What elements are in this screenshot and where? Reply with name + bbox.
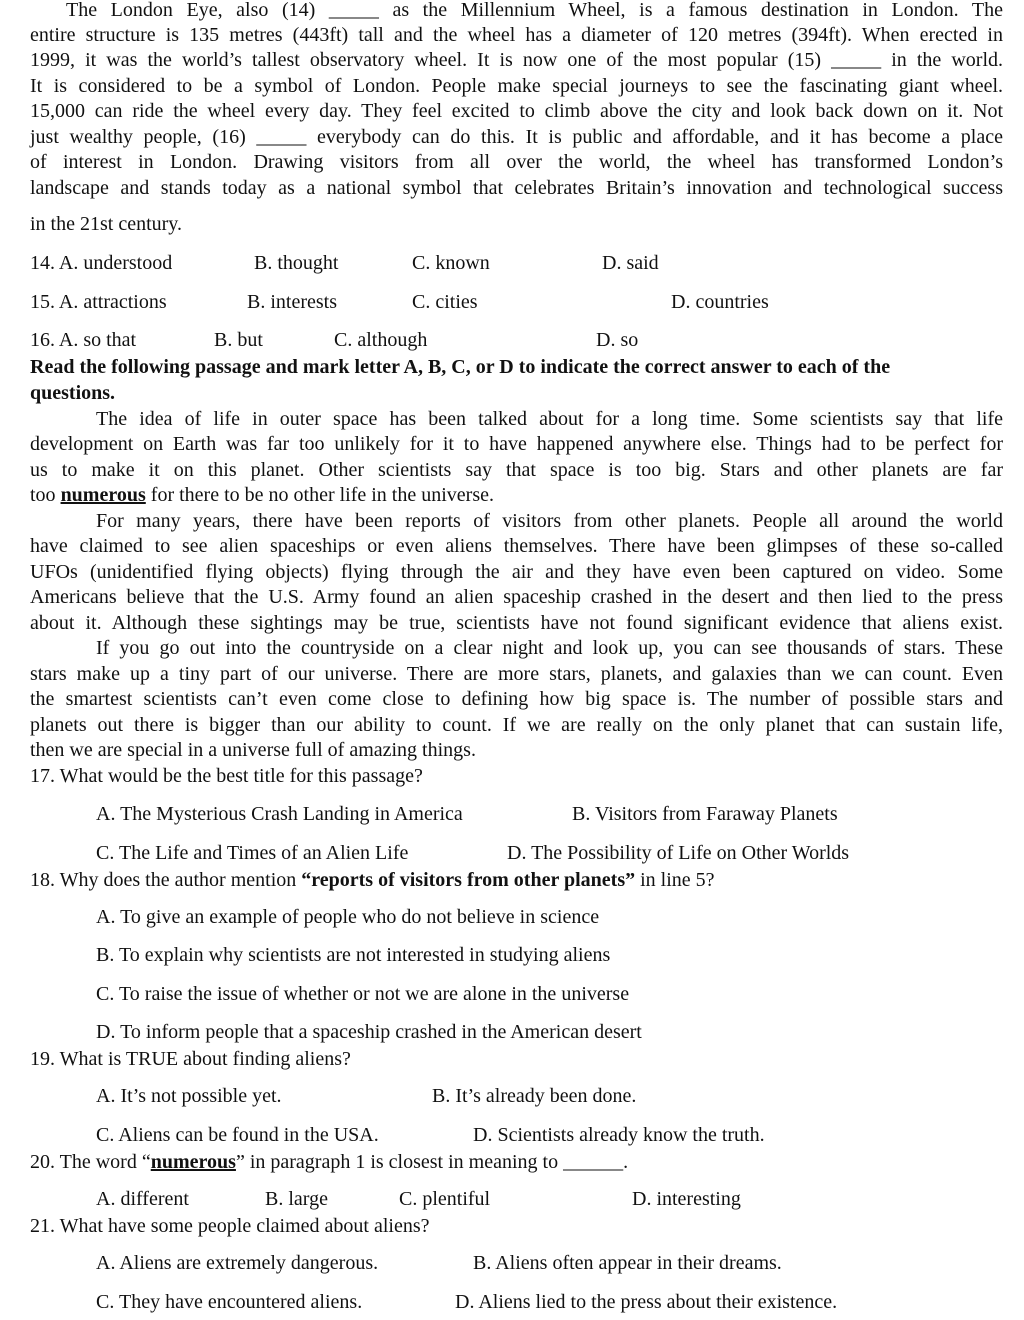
q21-option-d[interactable]: D. Aliens lied to the press about their existence. bbox=[455, 1291, 838, 1313]
q17-stem: 17. What would be the best title for this passage? bbox=[30, 765, 423, 787]
q15-option-b[interactable]: B. interests bbox=[247, 291, 337, 313]
q15-option-a[interactable]: 15. A. attractions bbox=[30, 291, 167, 313]
p1-line-3: us to make it on this planet. Other scientists say that space is too big. Stars and other planets are far bbox=[30, 459, 1003, 481]
q14-option-a[interactable]: 14. A. understood bbox=[30, 252, 173, 274]
p1-line-4: too numerous for there to be no other life in the universe. bbox=[30, 484, 494, 506]
q19-option-c[interactable]: C. Aliens can be found in the USA. bbox=[96, 1124, 379, 1146]
q19-option-b[interactable]: B. It’s already been done. bbox=[432, 1085, 637, 1107]
passage1-line-5: 15,000 can ride the wheel every day. They feel excited to climb above the city and look back down on it. Not bbox=[30, 100, 1003, 122]
q15-option-d[interactable]: D. countries bbox=[671, 291, 769, 313]
p3-line-4: planets out there is bigger than our ability to count. If we are really on the only planet that can sustain life, bbox=[30, 714, 1003, 736]
p2-line-1: For many years, there have been reports of visitors from other planets. People all around the world bbox=[96, 510, 1003, 532]
p3-line-2: stars make up a tiny part of our universe. There are more stars, planets, and galaxies than we can count. Even bbox=[30, 663, 1003, 685]
passage1-line-2: entire structure is 135 metres (443ft) tall and the wheel has a diameter of 120 metres (394ft). When erected in bbox=[30, 24, 1003, 46]
q14-option-b[interactable]: B. thought bbox=[254, 252, 339, 274]
instruction-line-2: questions. bbox=[30, 382, 116, 404]
q16-option-b[interactable]: B. but bbox=[214, 329, 263, 351]
instruction-line-1: Read the following passage and mark letter A, B, C, or D to indicate the correct answer to each of the bbox=[30, 356, 891, 378]
q18-option-d[interactable]: D. To inform people that a spaceship crashed in the American desert bbox=[96, 1021, 642, 1043]
q18-option-c[interactable]: C. To raise the issue of whether or not we are alone in the universe bbox=[96, 983, 630, 1005]
numerous-highlight: numerous bbox=[60, 484, 146, 506]
q16-option-c[interactable]: C. although bbox=[334, 329, 428, 351]
q19-option-d[interactable]: D. Scientists already know the truth. bbox=[473, 1124, 765, 1146]
p2-line-5: about it. Although these sightings may be true, scientists have not found significant evidence that aliens exist. bbox=[30, 612, 1003, 634]
q17-option-c[interactable]: C. The Life and Times of an Alien Life bbox=[96, 842, 409, 864]
q20-stem: 20. The word “numerous” in paragraph 1 is closest in meaning to ______. bbox=[30, 1151, 629, 1173]
q14-option-d[interactable]: D. said bbox=[602, 252, 659, 274]
q18-option-b[interactable]: B. To explain why scientists are not interested in studying aliens bbox=[96, 944, 611, 966]
q17-option-d[interactable]: D. The Possibility of Life on Other Worlds bbox=[507, 842, 850, 864]
q20-option-d[interactable]: D. interesting bbox=[632, 1188, 741, 1210]
p2-line-3: UFOs (unidentified flying objects) flying through the air and they have even been captured on video. Some bbox=[30, 561, 1003, 583]
q19-option-a[interactable]: A. It’s not possible yet. bbox=[96, 1085, 282, 1107]
q20-option-b[interactable]: B. large bbox=[265, 1188, 328, 1210]
q21-option-a[interactable]: A. Aliens are extremely dangerous. bbox=[96, 1252, 379, 1274]
q18-option-a[interactable]: A. To give an example of people who do not believe in science bbox=[96, 906, 600, 928]
passage1-line-4: It is considered to be a symbol of London. People make special journeys to see the fascinating giant wheel. bbox=[30, 75, 1003, 97]
passage1-line-9: in the 21st century. bbox=[30, 213, 183, 235]
q16-option-a[interactable]: 16. A. so that bbox=[30, 329, 137, 351]
q16-option-d[interactable]: D. so bbox=[596, 329, 639, 351]
q15-option-c[interactable]: C. cities bbox=[412, 291, 478, 313]
q17-option-b[interactable]: B. Visitors from Faraway Planets bbox=[572, 803, 838, 825]
p3-line-3: the smartest scientists can’t even come close to defining how big space is. The number of possible stars and bbox=[30, 688, 1003, 710]
q21-option-c[interactable]: C. They have encountered aliens. bbox=[96, 1291, 363, 1313]
passage1-line-7: of interest in London. Drawing visitors from all over the world, the wheel has transformed London’s bbox=[30, 151, 1003, 173]
p2-line-4: Americans believe that the U.S. Army found an alien spaceship crashed in the desert and then lied to the press bbox=[30, 586, 1003, 608]
passage1-line-3: 1999, it was the world’s tallest observatory wheel. It is now one of the most popular (15) _____ in the world. bbox=[30, 49, 1003, 71]
q17-option-a[interactable]: A. The Mysterious Crash Landing in America bbox=[96, 803, 463, 825]
q21-option-b[interactable]: B. Aliens often appear in their dreams. bbox=[473, 1252, 782, 1274]
p3-line-5: then we are special in a universe full of amazing things. bbox=[30, 739, 476, 761]
q18-stem: 18. Why does the author mention “reports of visitors from other planets” in line 5? bbox=[30, 869, 715, 891]
q19-stem: 19. What is TRUE about finding aliens? bbox=[30, 1048, 351, 1070]
passage1-line-1: The London Eye, also (14) _____ as the Millennium Wheel, is a famous destination in London. The bbox=[66, 0, 1003, 21]
p1-line-1: The idea of life in outer space has been talked about for a long time. Some scientists say that life bbox=[96, 408, 1003, 430]
q20-option-a[interactable]: A. different bbox=[96, 1188, 189, 1210]
q20-option-c[interactable]: C. plentiful bbox=[399, 1188, 491, 1210]
p1-line-2: development on Earth was far too unlikely for it to have happened anywhere else. Things had to be perfect for bbox=[30, 433, 1003, 455]
passage1-line-8: landscape and stands today as a national symbol that celebrates Britain’s innovation and technological success bbox=[30, 177, 1003, 199]
q14-option-c[interactable]: C. known bbox=[412, 252, 490, 274]
q21-stem: 21. What have some people claimed about aliens? bbox=[30, 1215, 430, 1237]
passage1-line-6: just wealthy people, (16) _____ everybody can do this. It is public and affordable, and it has become a place bbox=[30, 126, 1003, 148]
p3-line-1: If you go out into the countryside on a clear night and look up, you can see thousands of stars. These bbox=[96, 637, 1003, 659]
p2-line-2: have claimed to see alien spaceships or even aliens themselves. There have been glimpses of these so-called bbox=[30, 535, 1003, 557]
